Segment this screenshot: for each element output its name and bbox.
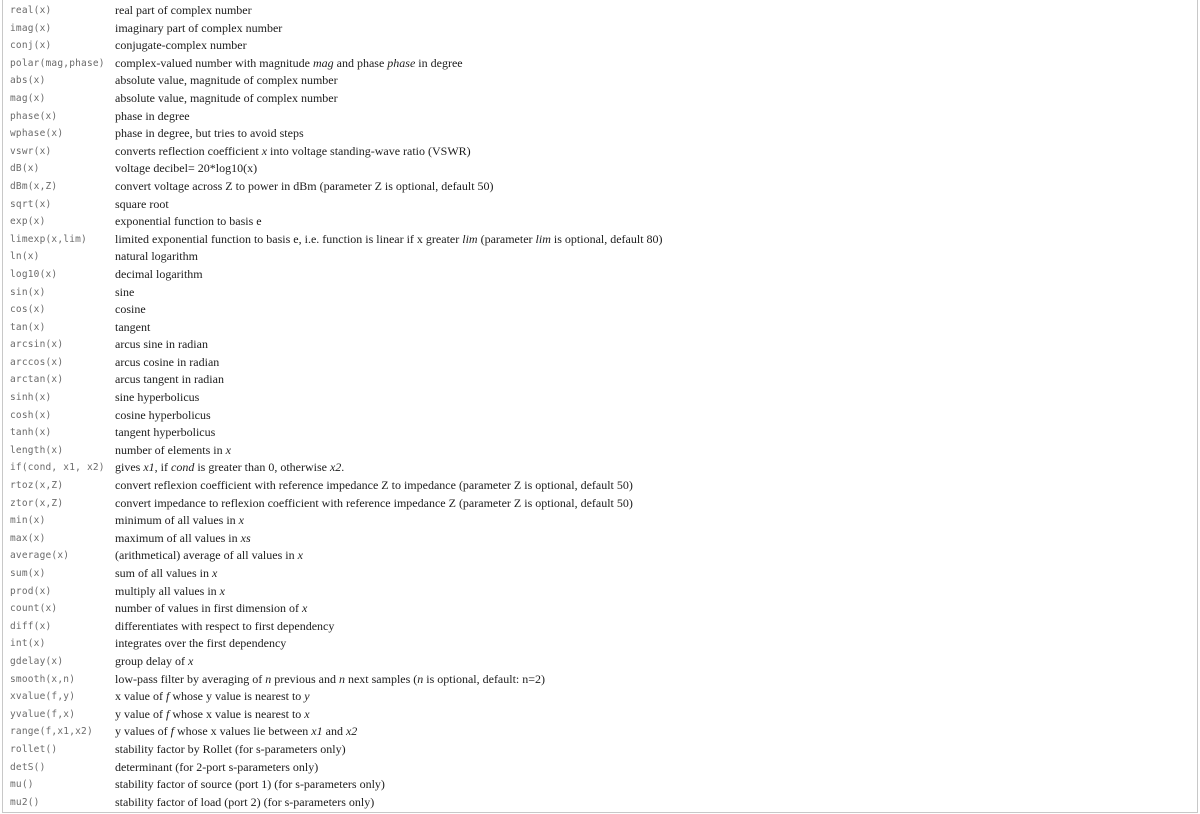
function-signature: xvalue(f,y) <box>10 691 76 703</box>
function-row <box>10 284 663 302</box>
description-text: next samples ( <box>344 671 418 686</box>
description-text: and <box>322 724 346 739</box>
function-signature: int(x) <box>10 638 46 650</box>
description-italic-term: x1 <box>143 460 155 475</box>
description-text: limited exponential function to basis e, i.e. function is linear if x greater <box>115 231 463 246</box>
function-description <box>115 37 663 55</box>
description-italic-term: f <box>165 706 170 721</box>
function-description <box>115 723 663 741</box>
function-row <box>10 248 663 266</box>
description-text: , if <box>154 460 172 475</box>
function-signature: prod(x) <box>10 585 52 597</box>
function-row <box>10 512 663 530</box>
description-italic-term: n <box>338 671 345 686</box>
function-description <box>115 301 663 319</box>
description-text: conjugate-complex number <box>115 38 247 53</box>
description-text: arcus tangent in radian <box>115 372 224 387</box>
description-italic-term: n <box>417 671 424 686</box>
description-text: x value of <box>115 689 166 704</box>
description-text: determinant (for 2-port s-parameters only) <box>115 759 319 774</box>
function-signature: cosh(x) <box>10 409 52 421</box>
description-text: number of elements in <box>115 442 226 457</box>
function-description <box>115 389 663 407</box>
function-row <box>10 389 663 407</box>
function-signature: sin(x) <box>10 286 46 298</box>
function-signature: diff(x) <box>10 620 52 632</box>
function-description <box>115 336 663 354</box>
description-text: group delay of <box>115 653 188 668</box>
description-text: imaginary part of complex number <box>115 20 283 35</box>
function-description <box>115 653 663 671</box>
description-italic-term: xs <box>240 530 251 545</box>
description-text: previous and <box>271 671 339 686</box>
function-rows <box>10 2 663 811</box>
function-row <box>10 459 663 477</box>
function-row <box>10 90 663 108</box>
description-text: convert impedance to reflexion coefficient with reference impedance Z (parameter Z is optional, default 50) <box>115 495 633 510</box>
function-description <box>115 688 663 706</box>
function-description <box>115 178 663 196</box>
function-description <box>115 160 663 178</box>
function-signature: log10(x) <box>10 268 58 280</box>
function-row <box>10 354 663 372</box>
description-text: . <box>341 460 345 475</box>
function-row <box>10 231 663 249</box>
function-row <box>10 547 663 565</box>
function-signature: exp(x) <box>10 216 46 228</box>
function-description <box>115 547 663 565</box>
function-row <box>10 495 663 513</box>
description-text: natural logarithm <box>115 249 198 264</box>
description-text: absolute value, magnitude of complex number <box>115 90 338 105</box>
description-text: phase in degree, but tries to avoid steps <box>115 126 304 141</box>
description-text: differentiates with respect to first dependency <box>115 618 335 633</box>
description-text: is greater than 0, otherwise <box>194 460 330 475</box>
function-description <box>115 266 663 284</box>
function-signature: real(x) <box>10 5 52 16</box>
function-signature: count(x) <box>10 603 58 615</box>
function-signature: smooth(x,n) <box>10 673 76 685</box>
function-description <box>115 618 663 636</box>
description-text: convert reflexion coefficient with reference impedance Z to impedance (parameter Z is optional, default 50) <box>115 478 633 493</box>
description-text: tangent hyperbolicus <box>115 425 216 440</box>
description-text: phase in degree <box>115 108 190 123</box>
description-italic-term: x <box>187 653 194 668</box>
description-text: stability factor by Rollet (for s-parameters only) <box>115 741 346 756</box>
description-text: cosine <box>115 302 146 317</box>
function-signature: limexp(x,lim) <box>10 233 87 245</box>
description-text: real part of complex number <box>115 3 252 17</box>
function-description <box>115 565 663 583</box>
description-italic-term: x <box>301 601 308 616</box>
function-row <box>10 706 663 724</box>
description-text: low-pass filter by averaging of <box>115 671 266 686</box>
description-text: y values of <box>115 724 171 739</box>
function-signature: dBm(x,Z) <box>10 180 58 192</box>
function-signature: sinh(x) <box>10 392 52 404</box>
function-description <box>115 741 663 759</box>
function-row <box>10 143 663 161</box>
description-italic-term: f <box>170 724 174 739</box>
description-text: arcus sine in radian <box>115 337 208 352</box>
function-signature: average(x) <box>10 550 70 562</box>
function-row <box>10 618 663 636</box>
description-text: (arithmetical) average of all values in <box>115 548 298 563</box>
function-row <box>10 178 663 196</box>
function-description <box>115 90 663 108</box>
function-row <box>10 723 663 741</box>
function-description <box>115 2 663 20</box>
description-text: complex-valued number with magnitude <box>115 55 313 70</box>
function-row <box>10 125 663 143</box>
description-text: converts reflection coefficient <box>115 143 262 158</box>
description-text: and phase <box>333 55 388 70</box>
function-description <box>115 671 663 689</box>
function-row <box>10 653 663 671</box>
function-description <box>115 512 663 530</box>
function-row <box>10 213 663 231</box>
description-text: stability factor of load (port 2) (for s-parameters only) <box>115 794 375 809</box>
function-row <box>10 565 663 583</box>
function-description <box>115 794 663 812</box>
function-signature: mu() <box>10 779 34 791</box>
function-description <box>115 477 663 495</box>
function-row <box>10 600 663 618</box>
description-italic-term: lim <box>535 231 551 246</box>
function-row <box>10 407 663 425</box>
function-description <box>115 776 663 794</box>
function-description <box>115 125 663 143</box>
function-description <box>115 600 663 618</box>
function-signature: wphase(x) <box>10 128 64 140</box>
function-signature: sqrt(x) <box>10 198 52 210</box>
function-description <box>115 635 663 653</box>
function-signature: if(cond, x1, x2) <box>10 462 105 474</box>
document-frame <box>2 0 1198 813</box>
function-description <box>115 442 663 460</box>
description-text: tangent <box>115 319 151 334</box>
description-text: decimal logarithm <box>115 266 203 281</box>
description-text: convert voltage across Z to power in dBm (parameter Z is optional, default 50) <box>115 178 494 193</box>
description-italic-term: phase <box>387 55 416 70</box>
function-signature: phase(x) <box>10 110 58 122</box>
function-signature: min(x) <box>10 515 46 527</box>
function-row <box>10 794 663 812</box>
description-text: in degree <box>415 55 463 70</box>
function-signature: yvalue(f,x) <box>10 708 76 720</box>
function-description <box>115 495 663 513</box>
function-signature: cos(x) <box>10 304 46 316</box>
description-text: cosine hyperbolicus <box>115 407 211 422</box>
function-row <box>10 530 663 548</box>
function-row <box>10 741 663 759</box>
function-signature: abs(x) <box>10 75 46 87</box>
description-text: number of values in first dimension of <box>115 601 302 616</box>
description-italic-term: x <box>219 583 225 598</box>
description-italic-term: f <box>165 689 170 704</box>
function-signature: gdelay(x) <box>10 655 64 667</box>
description-text: sine <box>115 284 135 299</box>
function-description <box>115 424 663 442</box>
function-row <box>10 20 663 38</box>
description-text: square root <box>115 196 169 211</box>
description-text: whose y value is nearest to <box>169 689 305 704</box>
function-row <box>10 371 663 389</box>
function-description <box>115 530 663 548</box>
function-description <box>115 20 663 38</box>
function-row <box>10 671 663 689</box>
description-text: whose x values lie between <box>174 724 312 739</box>
function-row <box>10 2 663 20</box>
function-description <box>115 72 663 90</box>
function-description <box>115 284 663 302</box>
description-italic-term: x <box>238 513 244 528</box>
description-text: exponential function to basis e <box>115 214 262 229</box>
description-text: is optional, default: n=2) <box>423 671 546 686</box>
description-italic-term: x1 <box>311 724 323 739</box>
function-signature: max(x) <box>10 532 46 544</box>
function-signature: imag(x) <box>10 22 52 34</box>
description-italic-term: x <box>211 566 218 580</box>
function-row <box>10 196 663 214</box>
function-signature: vswr(x) <box>10 145 52 157</box>
function-signature: conj(x) <box>10 40 52 52</box>
function-signature: dB(x) <box>10 163 40 175</box>
function-description <box>115 143 663 161</box>
description-text: is optional, default 80) <box>550 231 663 246</box>
description-italic-term: x <box>261 143 268 158</box>
description-text: arcus cosine in radian <box>115 354 220 369</box>
description-text: minimum of all values in <box>115 513 239 528</box>
function-description <box>115 459 663 477</box>
function-signature: length(x) <box>10 444 64 456</box>
function-signature: mag(x) <box>10 92 46 104</box>
description-text: gives <box>115 460 144 475</box>
function-row <box>10 688 663 706</box>
function-signature: rtoz(x,Z) <box>10 480 64 492</box>
function-row <box>10 160 663 178</box>
function-row <box>10 424 663 442</box>
function-row <box>10 319 663 337</box>
description-text: integrates over the first dependency <box>115 636 287 651</box>
description-italic-term: cond <box>171 460 195 475</box>
function-description <box>115 371 663 389</box>
function-signature: rollet() <box>10 743 58 755</box>
description-text: (parameter <box>477 231 536 246</box>
function-row <box>10 477 663 495</box>
function-description <box>115 196 663 214</box>
description-text: whose x value is nearest to <box>169 706 305 721</box>
function-signature: ztor(x,Z) <box>10 497 64 509</box>
description-italic-term: n <box>265 671 272 686</box>
function-description <box>115 108 663 126</box>
function-description <box>115 231 663 249</box>
description-text: multiply all values in <box>115 583 220 598</box>
function-description <box>115 583 663 601</box>
function-signature: detS() <box>10 761 46 773</box>
function-description <box>115 354 663 372</box>
function-description <box>115 248 663 266</box>
description-italic-term: x <box>297 548 303 563</box>
function-signature: arcsin(x) <box>10 339 64 351</box>
description-italic-term: x <box>225 442 231 457</box>
function-row <box>10 776 663 794</box>
description-text: sum of all values in <box>115 566 212 580</box>
description-text: into voltage standing-wave ratio (VSWR) <box>267 143 471 158</box>
function-description <box>115 319 663 337</box>
description-text: maximum of all values in <box>115 530 241 545</box>
function-row <box>10 442 663 460</box>
function-signature: tan(x) <box>10 321 46 333</box>
description-text: y value of <box>115 706 166 721</box>
function-description <box>115 213 663 231</box>
function-row <box>10 301 663 319</box>
description-italic-term: lim <box>462 231 478 246</box>
function-row <box>10 336 663 354</box>
function-signature: arctan(x) <box>10 374 64 386</box>
description-italic-term: x2 <box>329 460 342 475</box>
function-description <box>115 407 663 425</box>
function-row <box>10 108 663 126</box>
function-description <box>115 55 663 73</box>
function-signature: ln(x) <box>10 251 40 263</box>
function-row <box>10 266 663 284</box>
description-italic-term: y <box>304 689 310 704</box>
description-text: stability factor of source (port 1) (for s-parameters only) <box>115 777 385 792</box>
function-description <box>115 706 663 724</box>
description-text: sine hyperbolicus <box>115 390 200 405</box>
function-signature: sum(x) <box>10 568 46 579</box>
description-italic-term: mag <box>312 55 334 70</box>
function-signature: tanh(x) <box>10 427 52 439</box>
function-row <box>10 759 663 777</box>
description-text: absolute value, magnitude of complex number <box>115 73 338 88</box>
function-reference-table <box>10 2 663 811</box>
description-italic-term: x2 <box>345 724 358 739</box>
description-italic-term: x <box>304 706 310 721</box>
function-row <box>10 583 663 601</box>
function-row <box>10 37 663 55</box>
function-signature: mu2() <box>10 796 40 808</box>
function-signature: arccos(x) <box>10 356 64 368</box>
description-text: voltage decibel= 20*log10(x) <box>115 161 258 176</box>
function-row <box>10 72 663 90</box>
function-row <box>10 55 663 73</box>
function-description <box>115 759 663 777</box>
function-signature: range(f,x1,x2) <box>10 726 93 738</box>
function-signature: polar(mag,phase) <box>10 57 105 69</box>
function-row <box>10 635 663 653</box>
